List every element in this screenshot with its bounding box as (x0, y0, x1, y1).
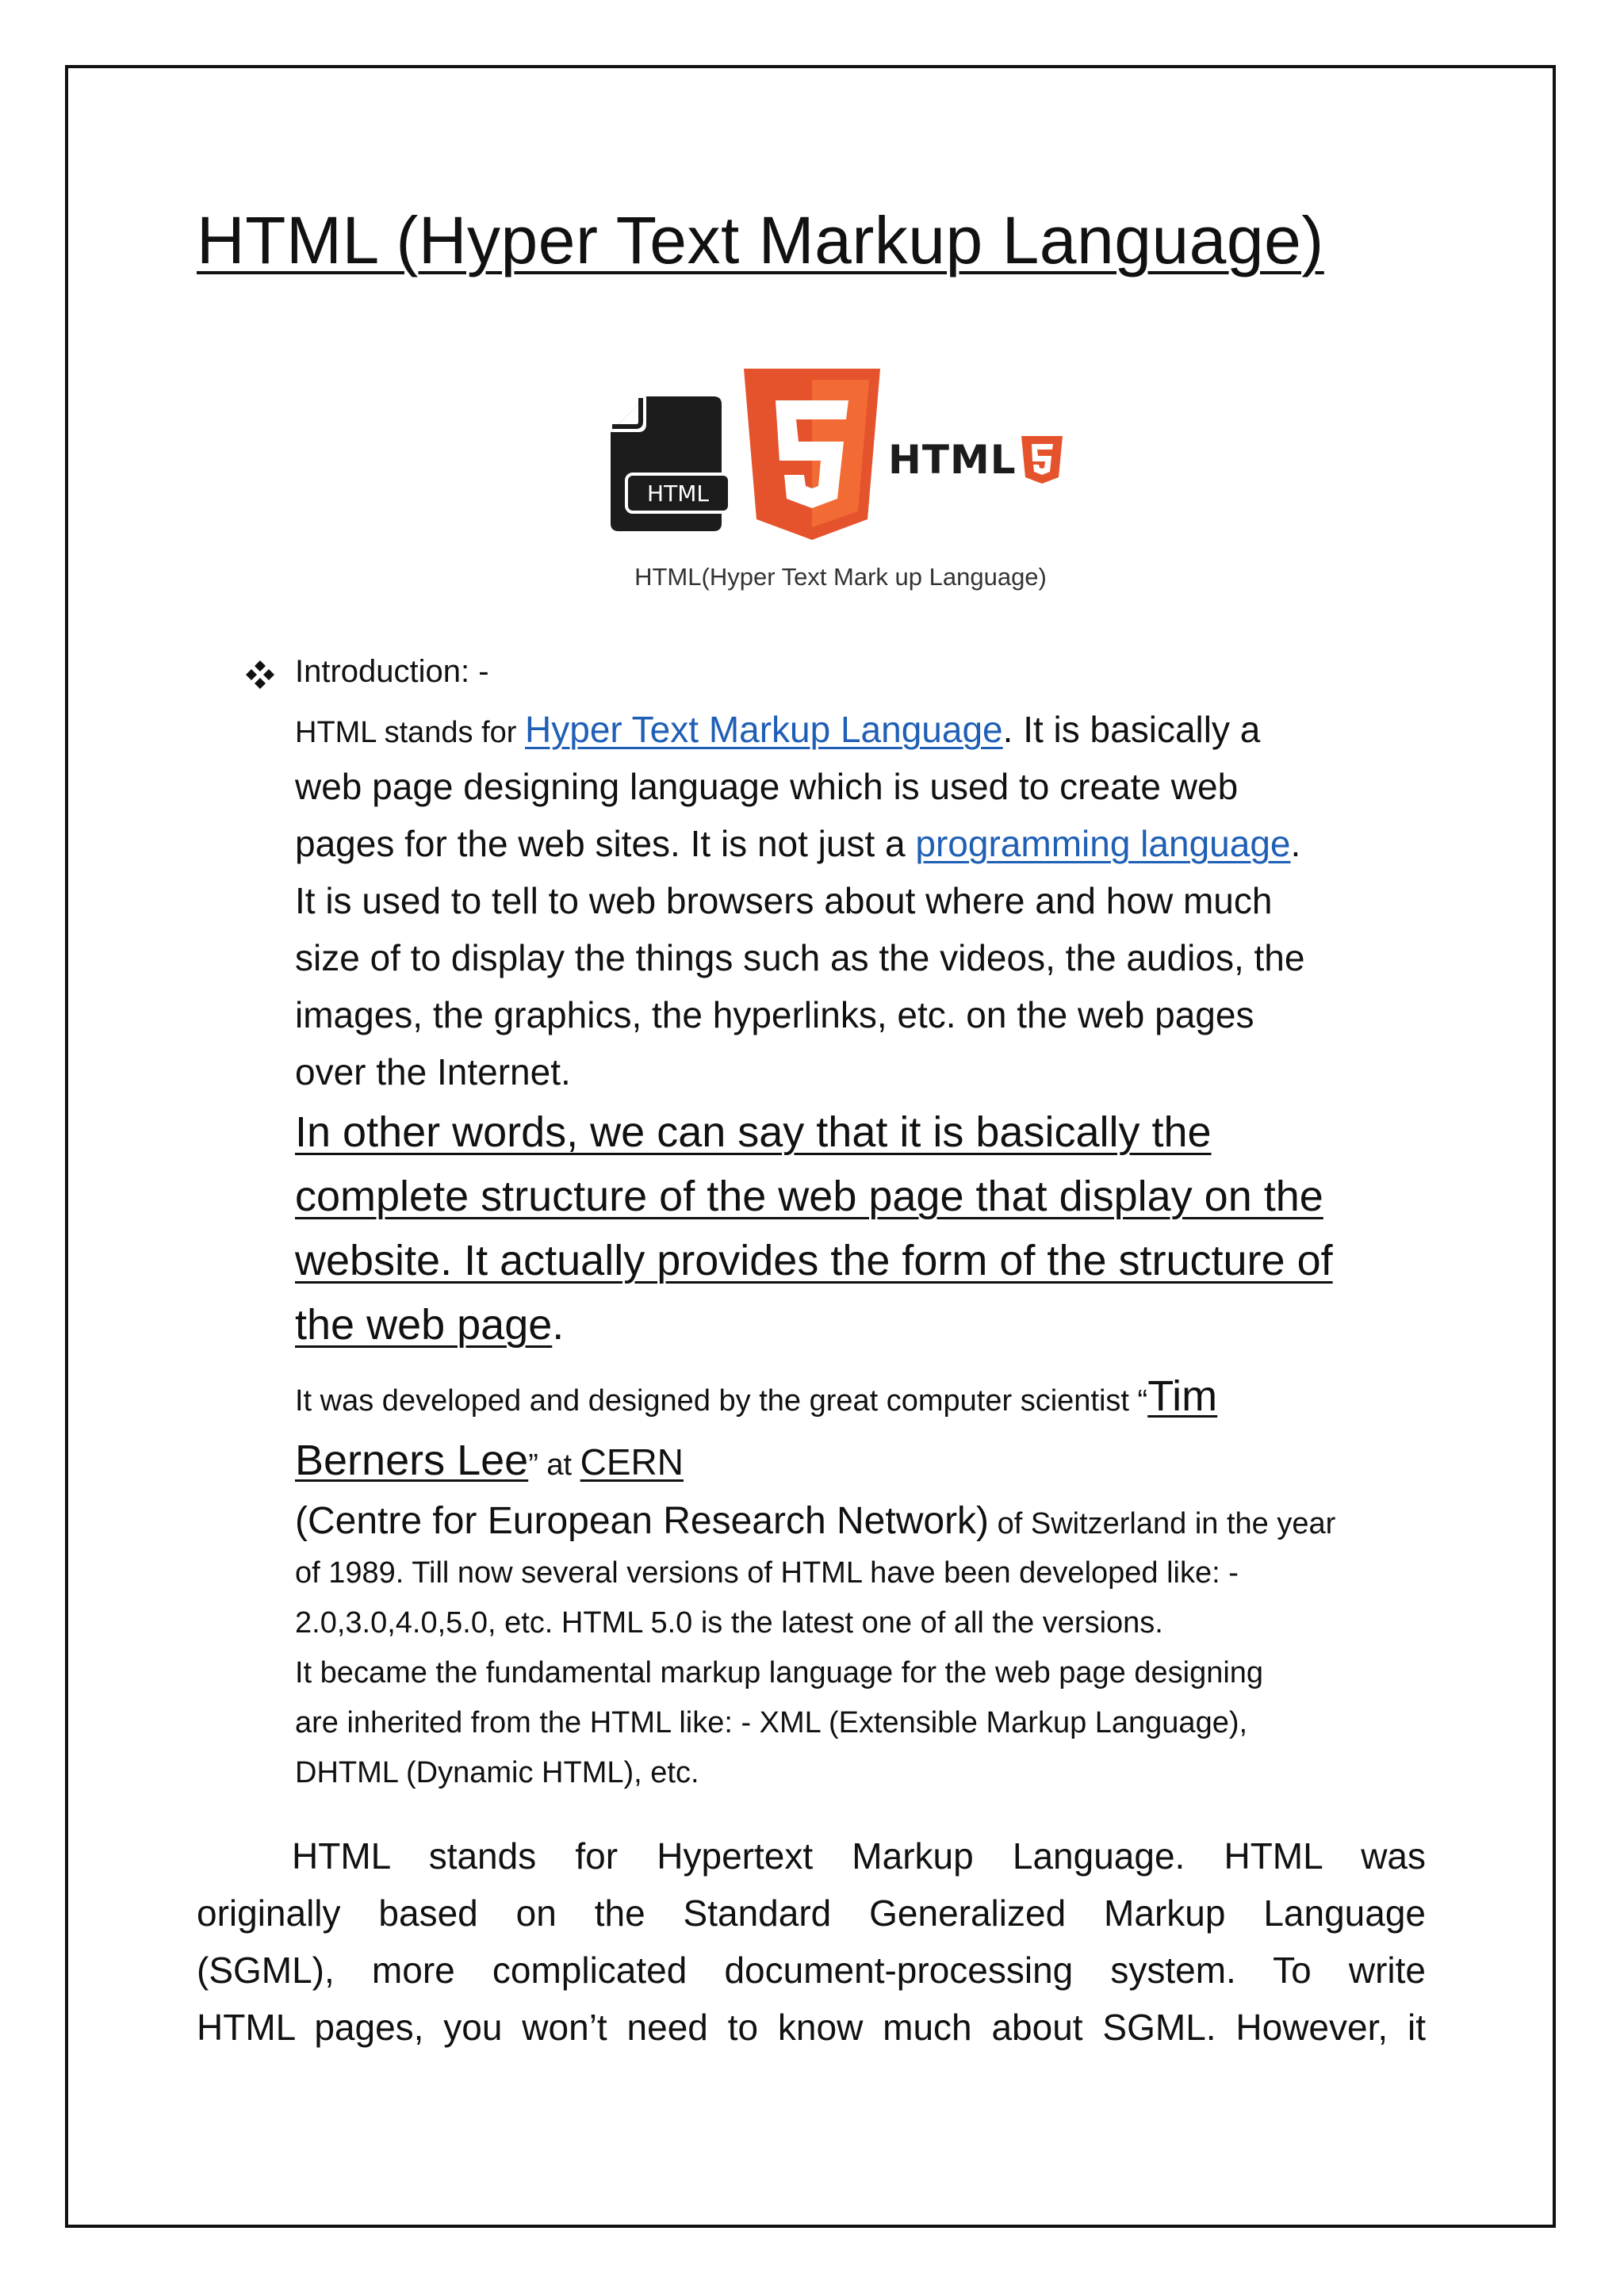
body-line: HTML pages, you won’t need to know much about SGML. However, it (197, 2007, 1426, 2048)
intro-line: size of to display the things such as the videos, the audios, the (295, 937, 1305, 978)
history-line: are inherited from the HTML like: - XML (Extensible Markup Language), (295, 1706, 1248, 1739)
body-paragraph (197, 1827, 1426, 2056)
file-icon-label: HTML (647, 480, 709, 507)
intro-text: . It is basically a (1002, 709, 1261, 750)
intro-line: It is used to tell to web browsers about where and how much (295, 880, 1273, 921)
programming-language-link[interactable]: programming language (915, 823, 1291, 864)
figure-caption: HTML(Hyper Text Mark up Language) (634, 563, 1047, 591)
intro-line (295, 822, 1300, 865)
history-line (295, 1499, 1335, 1543)
html-logo-figure (603, 369, 1078, 607)
body-line: (SGML), more complicated document-processing system. To write (197, 1950, 1426, 1991)
emphasis-text: the web page (295, 1301, 553, 1349)
html5-wordmark (888, 436, 1063, 484)
tim-berners-lee-name: Berners Lee (295, 1437, 529, 1484)
introduction-heading: Introduction: - (295, 654, 489, 689)
emphasis-line: website. It actually provides the form of the structure of (295, 1237, 1333, 1284)
hyper-text-markup-language-link[interactable]: Hyper Text Markup Language (525, 709, 1003, 750)
emphasis-text: . (552, 1301, 565, 1349)
intro-line: over the Internet. (295, 1051, 571, 1093)
document-title: HTML (Hyper Text Markup Language) (197, 203, 1324, 277)
history-line: DHTML (Dynamic HTML), etc. (295, 1756, 699, 1789)
intro-line: web page designing language which is used to create web (295, 766, 1239, 807)
intro-text: HTML stands for (295, 716, 526, 749)
html-file-icon (611, 396, 730, 531)
html5-badge-icon (1021, 436, 1063, 484)
body-line: HTML stands for Hypertext Markup Language. HTML was (292, 1835, 1426, 1877)
intro-line (295, 708, 1260, 751)
history-line: 2.0,3.0,4.0,5.0, etc. HTML 5.0 is the latest one of all the versions. (295, 1606, 1163, 1640)
history-text: of Switzerland in the year (989, 1507, 1336, 1540)
body-line: originally based on the Standard Generalized Markup Language (197, 1892, 1426, 1934)
history-text: ” at (528, 1448, 580, 1482)
history-line: of 1989. Till now several versions of HTML have been developed like: - (295, 1556, 1239, 1590)
history-text: It was developed and designed by the great computer scientist “ (295, 1384, 1148, 1418)
history-line: It became the fundamental markup language for the web page designing (295, 1656, 1264, 1689)
cern-text: CERN (580, 1441, 684, 1483)
emphasis-line: In other words, we can say that it is basically the (295, 1108, 1212, 1156)
four-diamond-bullet-icon (244, 659, 276, 691)
intro-line: images, the graphics, the hyperlinks, etc. on the web pages (295, 994, 1254, 1035)
emphasis-line (295, 1300, 564, 1349)
html5-wordmark-text: HTML (888, 437, 1017, 483)
history-line (295, 1436, 684, 1485)
intro-text: pages for the web sites. It is not just a (295, 823, 916, 864)
intro-text: . (1290, 823, 1301, 864)
html5-shield-icon (744, 369, 880, 540)
history-text: (Centre for European Research Network) (295, 1500, 990, 1542)
emphasis-line: complete structure of the web page that display on the (295, 1173, 1323, 1220)
tim-berners-lee-name: Tim (1147, 1372, 1218, 1420)
history-line (295, 1372, 1217, 1421)
